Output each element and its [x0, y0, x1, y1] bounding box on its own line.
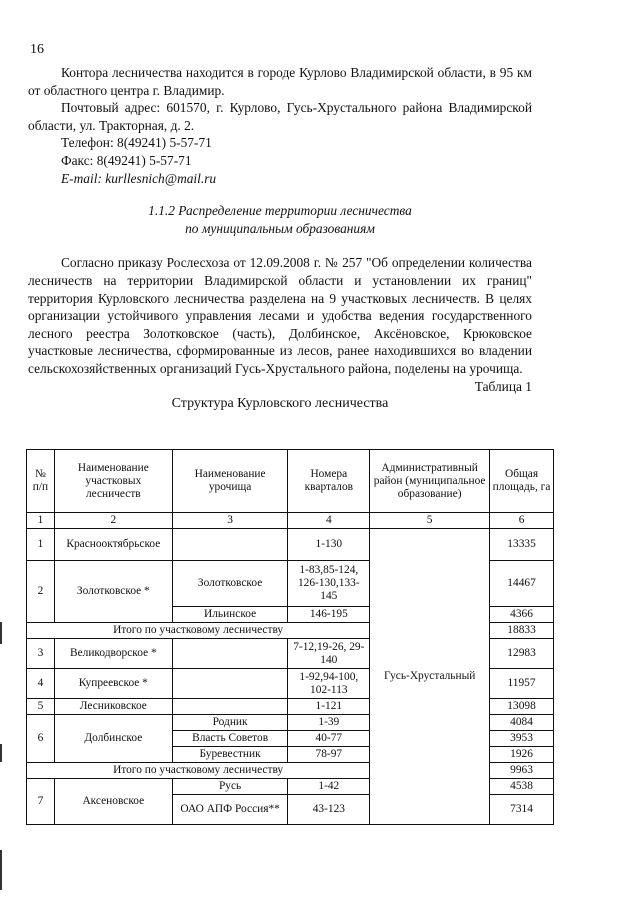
cell-quarters: 1-130 — [288, 529, 370, 561]
subtotal-area: 9963 — [490, 763, 554, 779]
cell-quarters: 40-77 — [288, 731, 370, 747]
table-row — [27, 529, 554, 561]
cell-quarters: 1-83,85-124, 126-130,133-145 — [288, 561, 370, 607]
cell-num: 7 — [27, 779, 55, 825]
section-title-line1: 1.1.2 Распределение территории лесничества — [148, 203, 412, 219]
cell-quarters: 1-121 — [288, 699, 370, 715]
col-number: 1 — [27, 513, 55, 529]
cell-area: 14467 — [490, 561, 554, 607]
cell-tract: ОАО АПФ Россия** — [172, 795, 288, 825]
cell-name: Купреевское * — [54, 669, 172, 699]
cell-tract — [172, 699, 288, 715]
cell-area: 4084 — [490, 715, 554, 731]
section-paragraph: Согласно приказу Рослесхоза от 12.09.2008 г. № 257 "Об определении количества лесничеств на территории Владимирской области и установлении их границ" территория Курловского лесничества разделена на 9 участковых лесничеств. В целях организации устойчивого управления лесами и удобства ведения государственного лесного реестра Золотковское (часть), Долбинское, Аксёновское, Крюковское участковые лесничества, сформированные из лесов, ранее находившихся во владении сельскохозяйственных организаций Гусь-Хрустального района, поделены на урочища. — [28, 255, 532, 376]
cell-name: Аксеновское — [54, 779, 172, 825]
cell-quarters: 1-42 — [288, 779, 370, 795]
cell-tract: Родник — [172, 715, 288, 731]
cell-area: 7314 — [490, 795, 554, 825]
section-title-line2: по муниципальным образованиям — [185, 220, 375, 236]
fax-line: Факс: 8(49241) 5-57-71 — [61, 152, 192, 168]
subtotal-area: 18833 — [490, 623, 554, 639]
document-body — [28, 64, 532, 429]
scan-edge-mark — [0, 850, 2, 890]
table-label: Таблица 1 — [474, 378, 532, 394]
cell-name: Долбинское — [54, 715, 172, 763]
cell-area: 13335 — [490, 529, 554, 561]
col-number: 5 — [370, 513, 490, 529]
cell-area: 12983 — [490, 639, 554, 669]
cell-num: 5 — [27, 699, 55, 715]
header-tract: Наименование урочища — [172, 450, 288, 513]
cell-quarters: 1-39 — [288, 715, 370, 731]
scan-edge-mark — [0, 622, 2, 644]
phone-line: Телефон: 8(49241) 5-57-71 — [61, 135, 212, 151]
subtotal-label: Итого по участковому лесничеству — [27, 763, 370, 779]
cell-num: 6 — [27, 715, 55, 763]
cell-num: 3 — [27, 639, 55, 669]
cell-district: Гусь-Хрустальный — [370, 529, 490, 825]
postal-address-paragraph: Почтовый адрес: 601570, г. Курлово, Гусь-Хрустального района Владимирской области, ул. Тракторная, д. 2. — [28, 100, 532, 133]
cell-tract: Буревестник — [172, 747, 288, 763]
cell-area: 4538 — [490, 779, 554, 795]
cell-quarters: 1-92,94-100, 102-113 — [288, 669, 370, 699]
subtotal-label: Итого по участковому лесничеству — [27, 623, 370, 639]
cell-area: 11957 — [490, 669, 554, 699]
cell-num: 2 — [27, 561, 55, 623]
cell-num: 4 — [27, 669, 55, 699]
cell-area: 1926 — [490, 747, 554, 763]
column-number-row — [27, 513, 554, 529]
forestry-structure-table — [26, 449, 554, 825]
cell-quarters: 43-123 — [288, 795, 370, 825]
table-title: Структура Курловского лесничества — [171, 396, 389, 412]
cell-name: Золотковское * — [54, 561, 172, 623]
cell-name: Лесниковское — [54, 699, 172, 715]
header-quarters: Номера кварталов — [288, 450, 370, 513]
cell-tract — [172, 669, 288, 699]
cell-quarters: 78-97 — [288, 747, 370, 763]
cell-tract — [172, 529, 288, 561]
scan-edge-mark — [0, 744, 2, 762]
section-title — [28, 202, 532, 237]
cell-quarters: 7-12,19-26, 29-140 — [288, 639, 370, 669]
cell-area: 13098 — [490, 699, 554, 715]
cell-name: Краснооктябрьское — [54, 529, 172, 561]
page-number: 16 — [30, 42, 44, 57]
cell-tract: Ильинское — [172, 607, 288, 623]
cell-tract: Власть Советов — [172, 731, 288, 747]
cell-name: Великодворское * — [54, 639, 172, 669]
cell-area: 4366 — [490, 607, 554, 623]
col-number: 2 — [54, 513, 172, 529]
cell-area: 3953 — [490, 731, 554, 747]
email-line: E-mail: kurllesnich@mail.ru — [61, 170, 217, 186]
header-district: Административный район (муниципальное образование) — [370, 450, 490, 513]
cell-tract: Золотковское — [172, 561, 288, 607]
header-num: № п/п — [27, 450, 55, 513]
cell-quarters: 146-195 — [288, 607, 370, 623]
office-location-paragraph: Контора лесничества находится в городе Курлово Владимирской области, в 95 км от областного центра г. Владимир. — [28, 65, 532, 98]
header-name: Наименование участковых лесничеств — [54, 450, 172, 513]
cell-tract: Русь — [172, 779, 288, 795]
header-area: Общая площадь, га — [490, 450, 554, 513]
cell-num: 1 — [27, 529, 55, 561]
col-number: 6 — [490, 513, 554, 529]
cell-tract — [172, 639, 288, 669]
col-number: 4 — [288, 513, 370, 529]
col-number: 3 — [172, 513, 288, 529]
table-header-row — [27, 450, 554, 513]
